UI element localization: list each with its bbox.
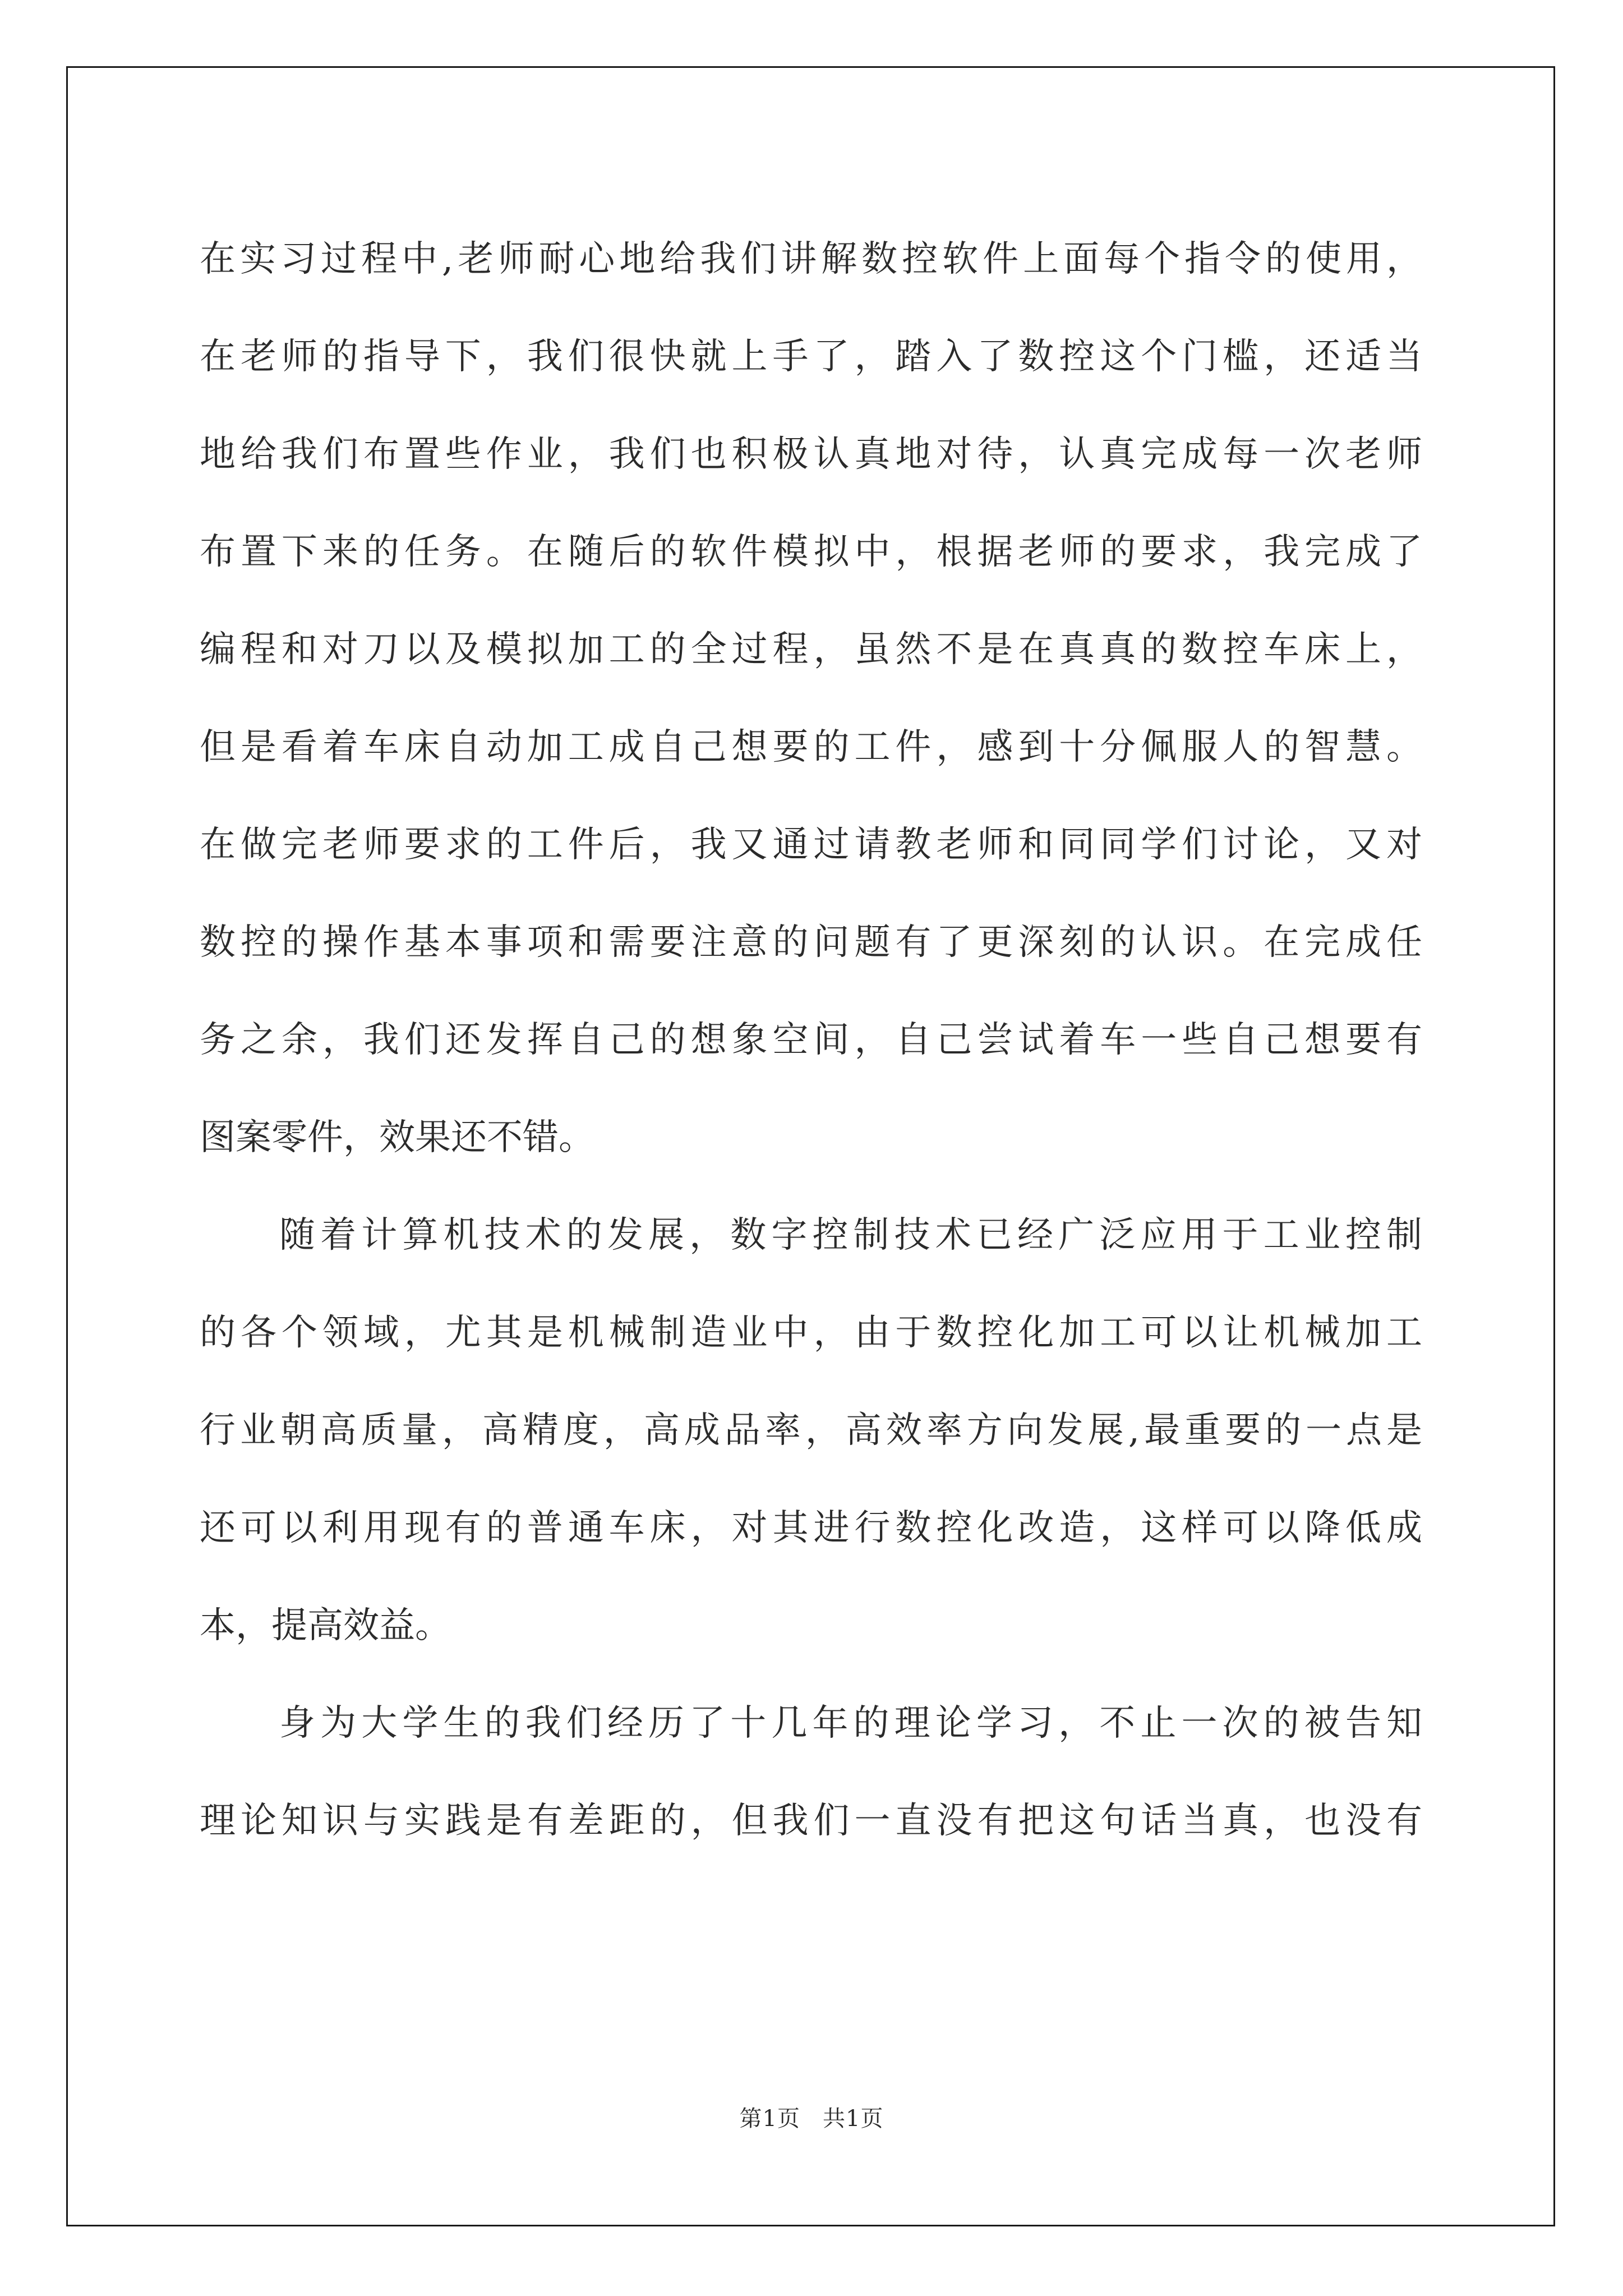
text-line: 的各个领域，尤其是机械制造业中，由于数控化加工可以让机械加工 bbox=[200, 1312, 1422, 1354]
text-line: 地给我们布置些作业，我们也积极认真地对待，认真完成每一次老师 bbox=[200, 434, 1422, 475]
page-number-total: 共1页 bbox=[823, 2106, 884, 2132]
text-line: 在实习过程中,老师耐心地给我们讲解数控软件上面每个指令的使用， bbox=[200, 238, 1422, 280]
text-line: 务之余，我们还发挥自己的想象空间，自己尝试着车一些自己想要有 bbox=[200, 1019, 1422, 1061]
text-line: 行业朝高质量，高精度，高成品率，高效率方向发展,最重要的一点是 bbox=[200, 1410, 1422, 1451]
text-line: 但是看着车床自动加工成自己想要的工件，感到十分佩服人的智慧。 bbox=[200, 726, 1422, 768]
page-footer bbox=[0, 2101, 1623, 2133]
text-line: 理论知识与实践是有差距的，但我们一直没有把这句话当真，也没有 bbox=[200, 1800, 1422, 1842]
document-body bbox=[200, 210, 1422, 1870]
text-line: 随着计算机技术的发展，数字控制技术已经广泛应用于工业控制 bbox=[279, 1214, 1422, 1256]
text-line: 图案零件，效果还不错。 bbox=[200, 1117, 594, 1158]
text-line: 身为大学生的我们经历了十几年的理论学习，不止一次的被告知 bbox=[279, 1703, 1422, 1744]
text-line: 布置下来的任务。在随后的软件模拟中，根据老师的要求，我完成了 bbox=[200, 531, 1422, 573]
text-line: 编程和对刀以及模拟加工的全过程，虽然不是在真真的数控车床上， bbox=[200, 629, 1422, 670]
text-line: 在老师的指导下，我们很快就上手了，踏入了数控这个门槛，还适当 bbox=[200, 336, 1422, 378]
text-line: 数控的操作基本事项和需要注意的问题有了更深刻的认识。在完成任 bbox=[200, 922, 1422, 963]
text-line: 在做完老师要求的工件后，我又通过请教老师和同同学们讨论，又对 bbox=[200, 824, 1422, 866]
page-number-current: 第1页 bbox=[739, 2106, 800, 2132]
text-line: 还可以利用现有的普通车床，对其进行数控化改造，这样可以降低成 bbox=[200, 1507, 1422, 1549]
text-line: 本，提高效益。 bbox=[200, 1605, 451, 1646]
